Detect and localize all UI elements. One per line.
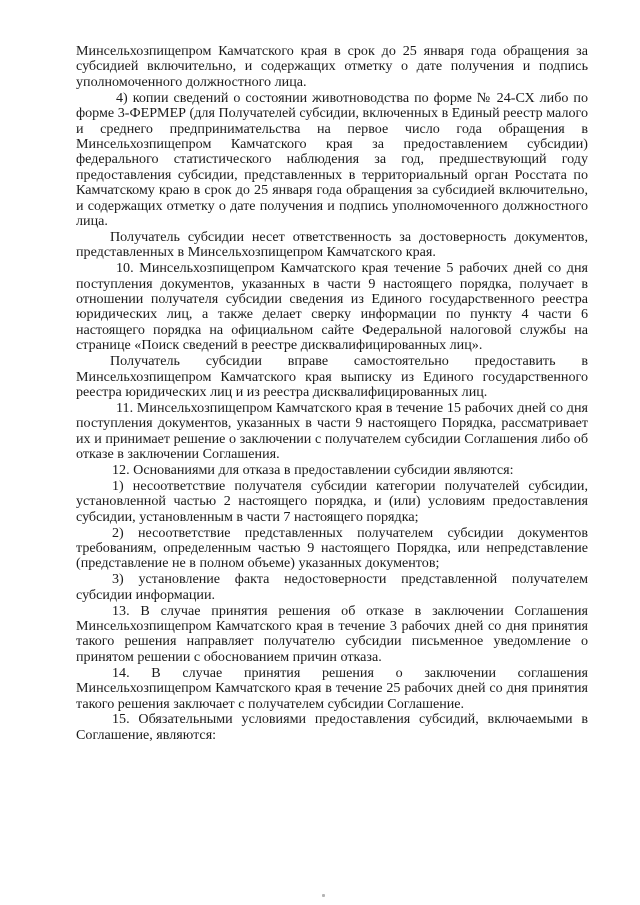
scan-dot [322,894,325,897]
paragraph-section-15: 15. Обязательными условиями предоставления субсидий, включаемыми в Соглашение, являются: [76,711,588,743]
paragraph-ground-3: 3) установление факта недостоверности представленной получателем субсидии информации. [76,571,588,603]
document-page [76,44,588,744]
paragraph-extract-right: Получатель субсидии вправе самостоятельно предоставить в Минсельхозпищепром Камчатского края выписку из Единого государственного реестра юридических лиц и из реестра дисквалифицированных лиц. [76,353,588,400]
paragraph-section-11: 11. Минсельхозпищепром Камчатского края в течение 15 рабочих дней со дня поступления документов, указанных в части 9 настоящего Порядка, рассматривает их и принимает решение о заключении с получателем субсидии Соглашения либо об отказе в заключении Соглашения. [76,399,588,463]
paragraph-section-14: 14. В случае принятия решения о заключении соглашения Минсельхозпищепром Камчатского края в течение 25 рабочих дней со дня принятия такого решения заключает с получателем субсидии Соглашение. [76,664,588,712]
paragraph-ground-1: 1) несоответствие получателя субсидии категории получателей субсидии, установленной частью 2 настоящего порядка, и (или) условиям предоставления субсидии, установленным в части 7 настоящего порядка; [76,477,588,525]
paragraph-responsibility: Получатель субсидии несет ответственность за достоверность документов, представленных в Минсельхозпищепром Камчатского края. [76,228,588,261]
paragraph-section-12: 12. Основаниями для отказа в предоставлении субсидии являются: [112,461,514,478]
paragraph-continuation: Минсельхозпищепром Камчатского края в срок до 25 января года обращения за субсидией включительно, и содержащих отметку о дате получения и подпись уполномоченного должностного лица. [76,43,588,90]
paragraph-section-10: 10. Минсельхозпищепром Камчатского края течение 5 рабочих дней со дня поступления документов, указанных в части 9 настоящего порядка, получает в отношении получателя субсидии сведения из Единого государственного реестра юридических лиц, а также делает сверку информации по пункту 4 части 6 настоящего порядка на официальном сайте Федеральной налоговой службы на странице «Поиск сведений в реестре дисквалифицированных лиц». [76,260,588,354]
paragraph-section-13: 13. В случае принятия решения об отказе в заключении Соглашения Минсельхозпищепром Камчатского края в течение 3 рабочих дней со дня принятия такого решения направляет получателю субсидии письменное уведомление о принятом решении с обоснованием причин отказа. [76,602,588,665]
paragraph-item-4: 4) копии сведений о состоянии животноводства по форме № 24-СХ либо по форме 3-ФЕРМЕР (для Получателей субсидии, включенных в Единый реестр малого и среднего предпринимательства на первое число года обращения в Минсельхозпищепром Камчатского края за предоставлением субсидии) федерального статистического наблюдения за год, предшествующий году предоставления субсидии, представленных в территориальный орган Росстата по Камчатскому краю в срок до 25 января года обращения за субсидией включительно, и содержащих отметку о дате получения и подпись уполномоченного должностного лица. [76,89,588,229]
paragraph-ground-2: 2) несоответствие представленных получателем субсидии документов требованиям, определенным частью 9 настоящего Порядка, или непредставление (представление не в полном объеме) указанных документов; [76,524,588,572]
